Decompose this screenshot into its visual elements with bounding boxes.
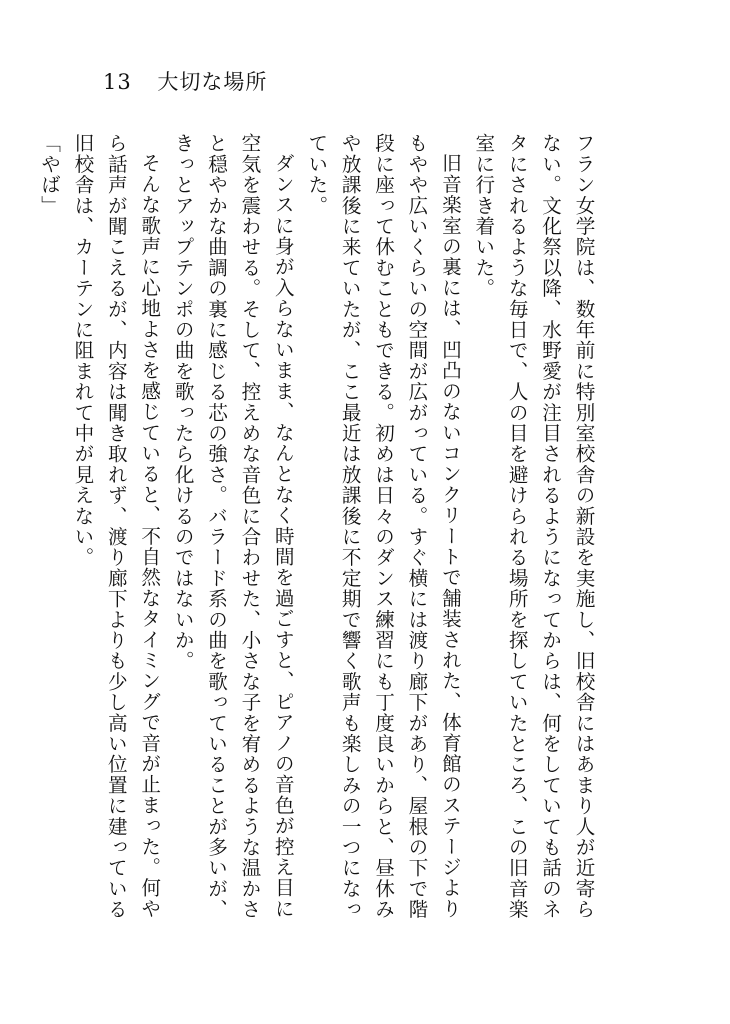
chapter-title: 大切な場所	[157, 70, 268, 94]
page-header	[103, 66, 267, 96]
paragraph: フラン女学院は、数年前に特別室校舎の新設を実施し、旧校舎にはあまり人が近寄らない。文化祭以降、水野愛が注目されるようになってからは、何をしていても話のネタにされるような毎日で、人の目を避けられる場所を探していたところ、この旧音楽室に行き着いた。	[471, 133, 595, 920]
paragraph: ダンスに身が入らないまま、なんとなく時間を過ごすと、ピアノの音色が控え目に空気を震わせる。そして、控えめな音色に合わせた、小さな子を宥めるような温かさと穏やかな曲調の裏に感じる芯の強さ。バラード系の曲を歌っていることが多いが、きっとアップテンポの曲を歌ったら化けるのではないか。	[171, 133, 295, 920]
paragraph: 旧音楽室の裏には、凹凸のないコンクリートで舗装された、体育館のステージよりもやや広いくらいの空間が広がっている。すぐ横には渡り廊下があり、屋根の下で階段に座って休むこともできる。初めは日々のダンス練習にも丁度良いからと、昼休みや放課後に来ていたが、ここ最近は放課後に不定期で響く歌声も楽しみの一つになっていた。	[304, 133, 462, 920]
paragraph: そんな歌声に心地よさを感じていると、不自然なタイミングで音が止まった。何やら話声が聞こえるが、内容は聞き取れず、渡り廊下よりも少し高い位置に建っている旧校舎は、カーテンに阻まれて中が見えない。	[70, 133, 161, 920]
page-number: 13	[103, 70, 132, 94]
dialogue-line: 「やば」	[37, 133, 61, 216]
vertical-text-body	[37, 133, 600, 933]
